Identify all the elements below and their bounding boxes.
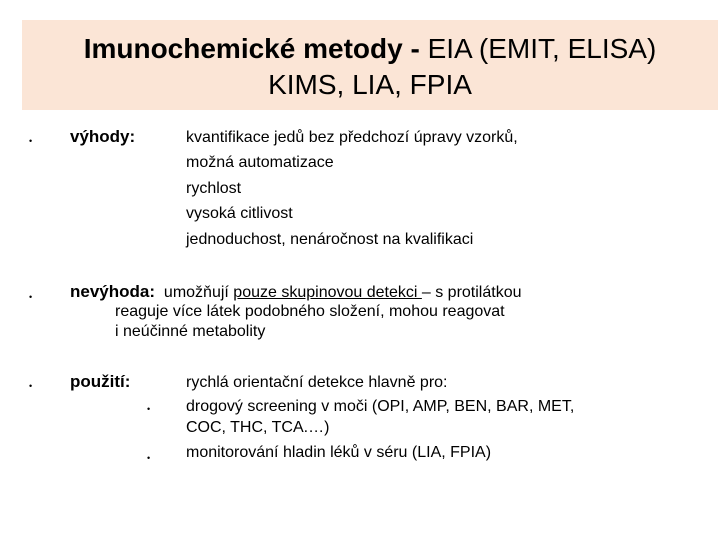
- slide-title-line-2: KIMS, LIA, FPIA: [268, 69, 472, 100]
- slide-title-bold: Imunochemické metody -: [83, 33, 428, 64]
- title-box: [22, 20, 718, 110]
- usage-sub-1-line-2: COC, THC, TCA.…): [186, 419, 330, 436]
- bullet-advantages: •: [29, 136, 33, 146]
- disadvantage-text-after: – s protilátkou: [421, 284, 522, 301]
- advantage-item: možná automatizace: [186, 154, 334, 171]
- disadvantage-label: nevýhoda:: [70, 282, 156, 301]
- slide-title-regular: EIA (EMIT, ELISA): [427, 33, 657, 64]
- bullet-disadvantage: •: [29, 292, 33, 302]
- usage-sub-1-line-1: drogový screening v moči (OPI, AMP, BEN, BAR, MET,: [186, 398, 575, 415]
- bullet-usage: •: [29, 381, 33, 391]
- disadvantage-line-1: [70, 282, 521, 303]
- usage-label: použití:: [70, 372, 131, 391]
- slide-title-line-1: [22, 31, 718, 67]
- advantage-item: vysoká citlivost: [186, 205, 293, 222]
- advantages-label: výhody:: [70, 127, 136, 146]
- usage-sub-2: monitorování hladin léků v séru (LIA, FPIA): [186, 444, 492, 461]
- advantage-item: jednoduchost, nenáročnost na kvalifikaci: [186, 231, 474, 248]
- advantage-item: kvantifikace jedů bez předchozí úpravy vzorků,: [186, 129, 518, 146]
- disadvantage-line-3: i neúčinné metabolity: [115, 323, 266, 340]
- disadvantage-underlined: pouze skupinovou detekci: [233, 284, 422, 301]
- disadvantage-text-before: umožňují: [163, 284, 234, 301]
- usage-intro: rychlá orientační detekce hlavně pro:: [186, 374, 448, 391]
- advantage-item: rychlost: [186, 180, 242, 197]
- disadvantage-line-2: reaguje více látek podobného složení, mohou reagovat: [115, 303, 505, 320]
- sub-bullet-1: •: [147, 404, 151, 414]
- sub-bullet-2: •: [147, 453, 151, 463]
